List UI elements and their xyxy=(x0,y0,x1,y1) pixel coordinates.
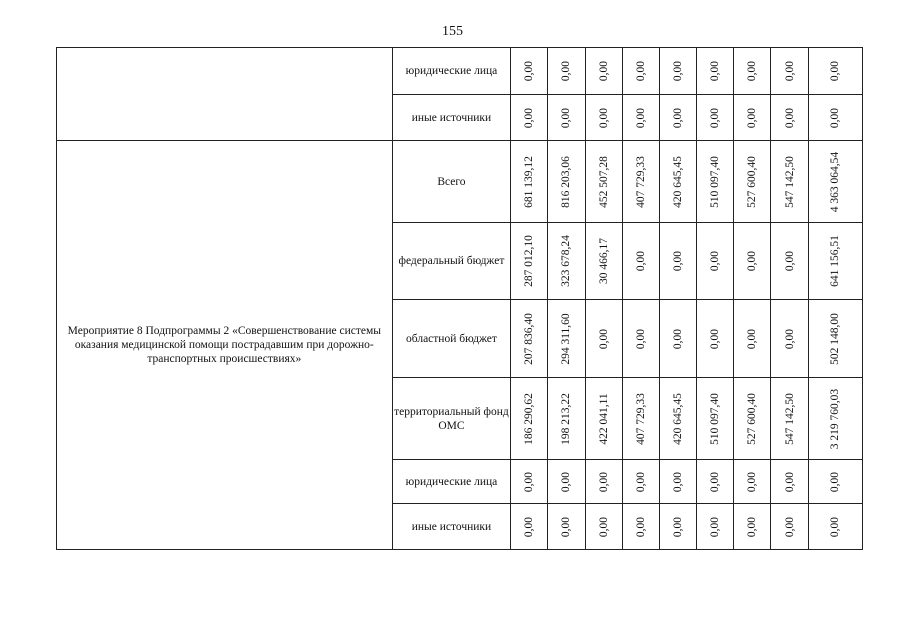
value-text: 0,00 xyxy=(829,107,842,128)
value-cell xyxy=(697,300,734,378)
value-cell xyxy=(771,504,808,550)
value-text: 816 203,06 xyxy=(560,155,573,208)
total-value-cell xyxy=(808,48,862,95)
value-text: 547 142,50 xyxy=(783,392,796,445)
value-text: 0,00 xyxy=(560,471,573,492)
table-row xyxy=(57,141,863,223)
value-text: 4 363 064,54 xyxy=(829,151,842,212)
value-text: 287 012,10 xyxy=(523,235,536,287)
budget-table xyxy=(56,47,863,550)
value-text: 0,00 xyxy=(709,107,722,128)
value-cell xyxy=(511,223,548,300)
value-cell xyxy=(659,48,696,95)
value-text: 198 213,22 xyxy=(560,392,573,445)
value-text: 0,00 xyxy=(783,60,796,82)
value-cell xyxy=(548,504,585,550)
value-cell xyxy=(585,504,622,550)
value-text: 0,00 xyxy=(597,516,610,537)
value-cell xyxy=(771,300,808,378)
page-number: 155 xyxy=(442,24,463,39)
value-text: 0,00 xyxy=(746,328,759,349)
value-cell xyxy=(659,504,696,550)
value-cell xyxy=(585,95,622,141)
value-text: 510 097,40 xyxy=(709,392,722,445)
value-text: 0,00 xyxy=(523,471,536,492)
total-value-cell xyxy=(808,141,862,223)
table-row xyxy=(57,48,863,95)
value-cell xyxy=(771,48,808,95)
total-value-cell xyxy=(808,378,862,460)
value-cell xyxy=(622,504,659,550)
value-text: 0,00 xyxy=(783,328,796,349)
value-text: 30 466,17 xyxy=(597,238,610,284)
value-text: 0,00 xyxy=(672,107,684,128)
value-cell xyxy=(659,141,696,223)
value-cell xyxy=(585,460,622,504)
total-value-cell xyxy=(808,223,862,300)
value-cell xyxy=(511,300,548,378)
value-text: 0,00 xyxy=(597,60,610,82)
empty-event-cell xyxy=(57,48,393,141)
value-cell xyxy=(734,504,771,550)
value-cell xyxy=(659,95,696,141)
value-text: 407 729,33 xyxy=(634,392,647,445)
value-text: 0,00 xyxy=(672,60,684,82)
value-text: 420 645,45 xyxy=(672,155,684,208)
value-text: 0,00 xyxy=(523,60,536,82)
value-cell xyxy=(659,460,696,504)
value-cell xyxy=(585,378,622,460)
value-cell xyxy=(659,300,696,378)
value-cell xyxy=(697,504,734,550)
total-value-cell xyxy=(808,460,862,504)
value-cell xyxy=(734,141,771,223)
value-cell xyxy=(734,300,771,378)
value-cell xyxy=(511,141,548,223)
value-text: 207 836,40 xyxy=(523,312,536,365)
value-cell xyxy=(697,378,734,460)
total-value-cell xyxy=(808,504,862,550)
funding-source-cell: областной бюджет xyxy=(392,300,511,378)
value-cell xyxy=(771,460,808,504)
value-text: 186 290,62 xyxy=(523,392,536,445)
value-cell xyxy=(734,48,771,95)
value-text: 0,00 xyxy=(597,328,610,349)
value-text: 0,00 xyxy=(634,250,647,272)
value-cell xyxy=(585,141,622,223)
value-text: 0,00 xyxy=(829,60,842,82)
value-cell xyxy=(734,95,771,141)
value-cell xyxy=(771,223,808,300)
value-cell xyxy=(548,378,585,460)
value-text: 0,00 xyxy=(746,60,759,82)
value-cell xyxy=(622,95,659,141)
value-cell xyxy=(697,48,734,95)
value-text: 0,00 xyxy=(634,516,647,537)
value-text: 510 097,40 xyxy=(709,155,722,208)
value-cell xyxy=(771,95,808,141)
value-text: 0,00 xyxy=(709,471,722,492)
funding-source-cell: иные источники xyxy=(392,504,511,550)
value-text: 0,00 xyxy=(783,471,796,492)
value-cell xyxy=(585,48,622,95)
value-text: 0,00 xyxy=(783,516,796,537)
total-value-cell xyxy=(808,300,862,378)
value-cell xyxy=(548,300,585,378)
value-text: 0,00 xyxy=(597,107,610,128)
value-cell xyxy=(622,300,659,378)
value-cell xyxy=(511,95,548,141)
value-cell xyxy=(697,141,734,223)
value-cell xyxy=(622,378,659,460)
value-text: 0,00 xyxy=(746,250,759,272)
budget-table-body xyxy=(57,48,863,550)
value-text: 452 507,28 xyxy=(597,155,610,208)
value-text: 294 311,60 xyxy=(560,312,573,365)
value-text: 0,00 xyxy=(672,516,684,537)
value-cell xyxy=(548,95,585,141)
value-text: 422 041,11 xyxy=(597,392,610,445)
value-cell xyxy=(622,48,659,95)
value-cell xyxy=(734,223,771,300)
value-cell xyxy=(511,460,548,504)
value-cell xyxy=(511,378,548,460)
value-text: 0,00 xyxy=(634,107,647,128)
value-text: 0,00 xyxy=(672,328,684,349)
value-text: 0,00 xyxy=(523,516,536,537)
value-text: 0,00 xyxy=(709,60,722,82)
value-text: 0,00 xyxy=(709,250,722,272)
value-text: 0,00 xyxy=(672,250,684,272)
value-text: 0,00 xyxy=(783,107,796,128)
value-cell xyxy=(622,223,659,300)
value-cell xyxy=(511,48,548,95)
value-text: 0,00 xyxy=(523,107,536,128)
value-text: 0,00 xyxy=(783,250,796,272)
value-text: 0,00 xyxy=(746,107,759,128)
event-title-cell: Мероприятие 8 Подпрограммы 2 «Совершенствование системы оказания медицинской помощи пострадавшим при дорожно-транспортных происшествиях» xyxy=(57,141,393,550)
funding-source-cell: Всего xyxy=(392,141,511,223)
value-text: 0,00 xyxy=(709,328,722,349)
value-text: 0,00 xyxy=(560,60,573,82)
value-text: 420 645,45 xyxy=(672,392,684,445)
value-cell xyxy=(585,223,622,300)
value-text: 0,00 xyxy=(829,516,842,537)
value-cell xyxy=(585,300,622,378)
value-text: 527 600,40 xyxy=(746,392,759,445)
value-cell xyxy=(697,460,734,504)
value-text: 0,00 xyxy=(560,516,573,537)
funding-source-cell: иные источники xyxy=(392,95,511,141)
value-text: 0,00 xyxy=(634,328,647,349)
value-cell xyxy=(548,460,585,504)
value-text: 407 729,33 xyxy=(634,155,647,208)
value-text: 0,00 xyxy=(597,471,610,492)
value-cell xyxy=(734,460,771,504)
value-text: 0,00 xyxy=(746,471,759,492)
value-text: 502 148,00 xyxy=(829,312,842,365)
value-text: 527 600,40 xyxy=(746,155,759,208)
value-cell xyxy=(771,141,808,223)
value-cell xyxy=(734,378,771,460)
total-value-cell xyxy=(808,95,862,141)
value-text: 323 678,24 xyxy=(560,235,573,287)
value-cell xyxy=(622,460,659,504)
value-cell xyxy=(511,504,548,550)
value-text: 0,00 xyxy=(634,60,647,82)
value-text: 0,00 xyxy=(709,516,722,537)
value-cell xyxy=(771,378,808,460)
value-cell xyxy=(548,141,585,223)
value-cell xyxy=(548,48,585,95)
value-cell xyxy=(548,223,585,300)
value-text: 0,00 xyxy=(746,516,759,537)
value-text: 681 139,12 xyxy=(523,155,536,208)
value-text: 3 219 760,03 xyxy=(829,388,842,449)
value-text: 0,00 xyxy=(672,471,684,492)
funding-source-cell: территориальный фонд ОМС xyxy=(392,378,511,460)
value-text: 547 142,50 xyxy=(783,155,796,208)
value-cell xyxy=(697,223,734,300)
value-cell xyxy=(622,141,659,223)
value-text: 641 156,51 xyxy=(829,235,842,287)
value-text: 0,00 xyxy=(560,107,573,128)
value-text: 0,00 xyxy=(634,471,647,492)
value-cell xyxy=(659,223,696,300)
funding-source-cell: федеральный бюджет xyxy=(392,223,511,300)
funding-source-cell: юридические лица xyxy=(392,460,511,504)
funding-source-cell: юридические лица xyxy=(392,48,511,95)
value-cell xyxy=(659,378,696,460)
value-cell xyxy=(697,95,734,141)
value-text: 0,00 xyxy=(829,471,842,492)
